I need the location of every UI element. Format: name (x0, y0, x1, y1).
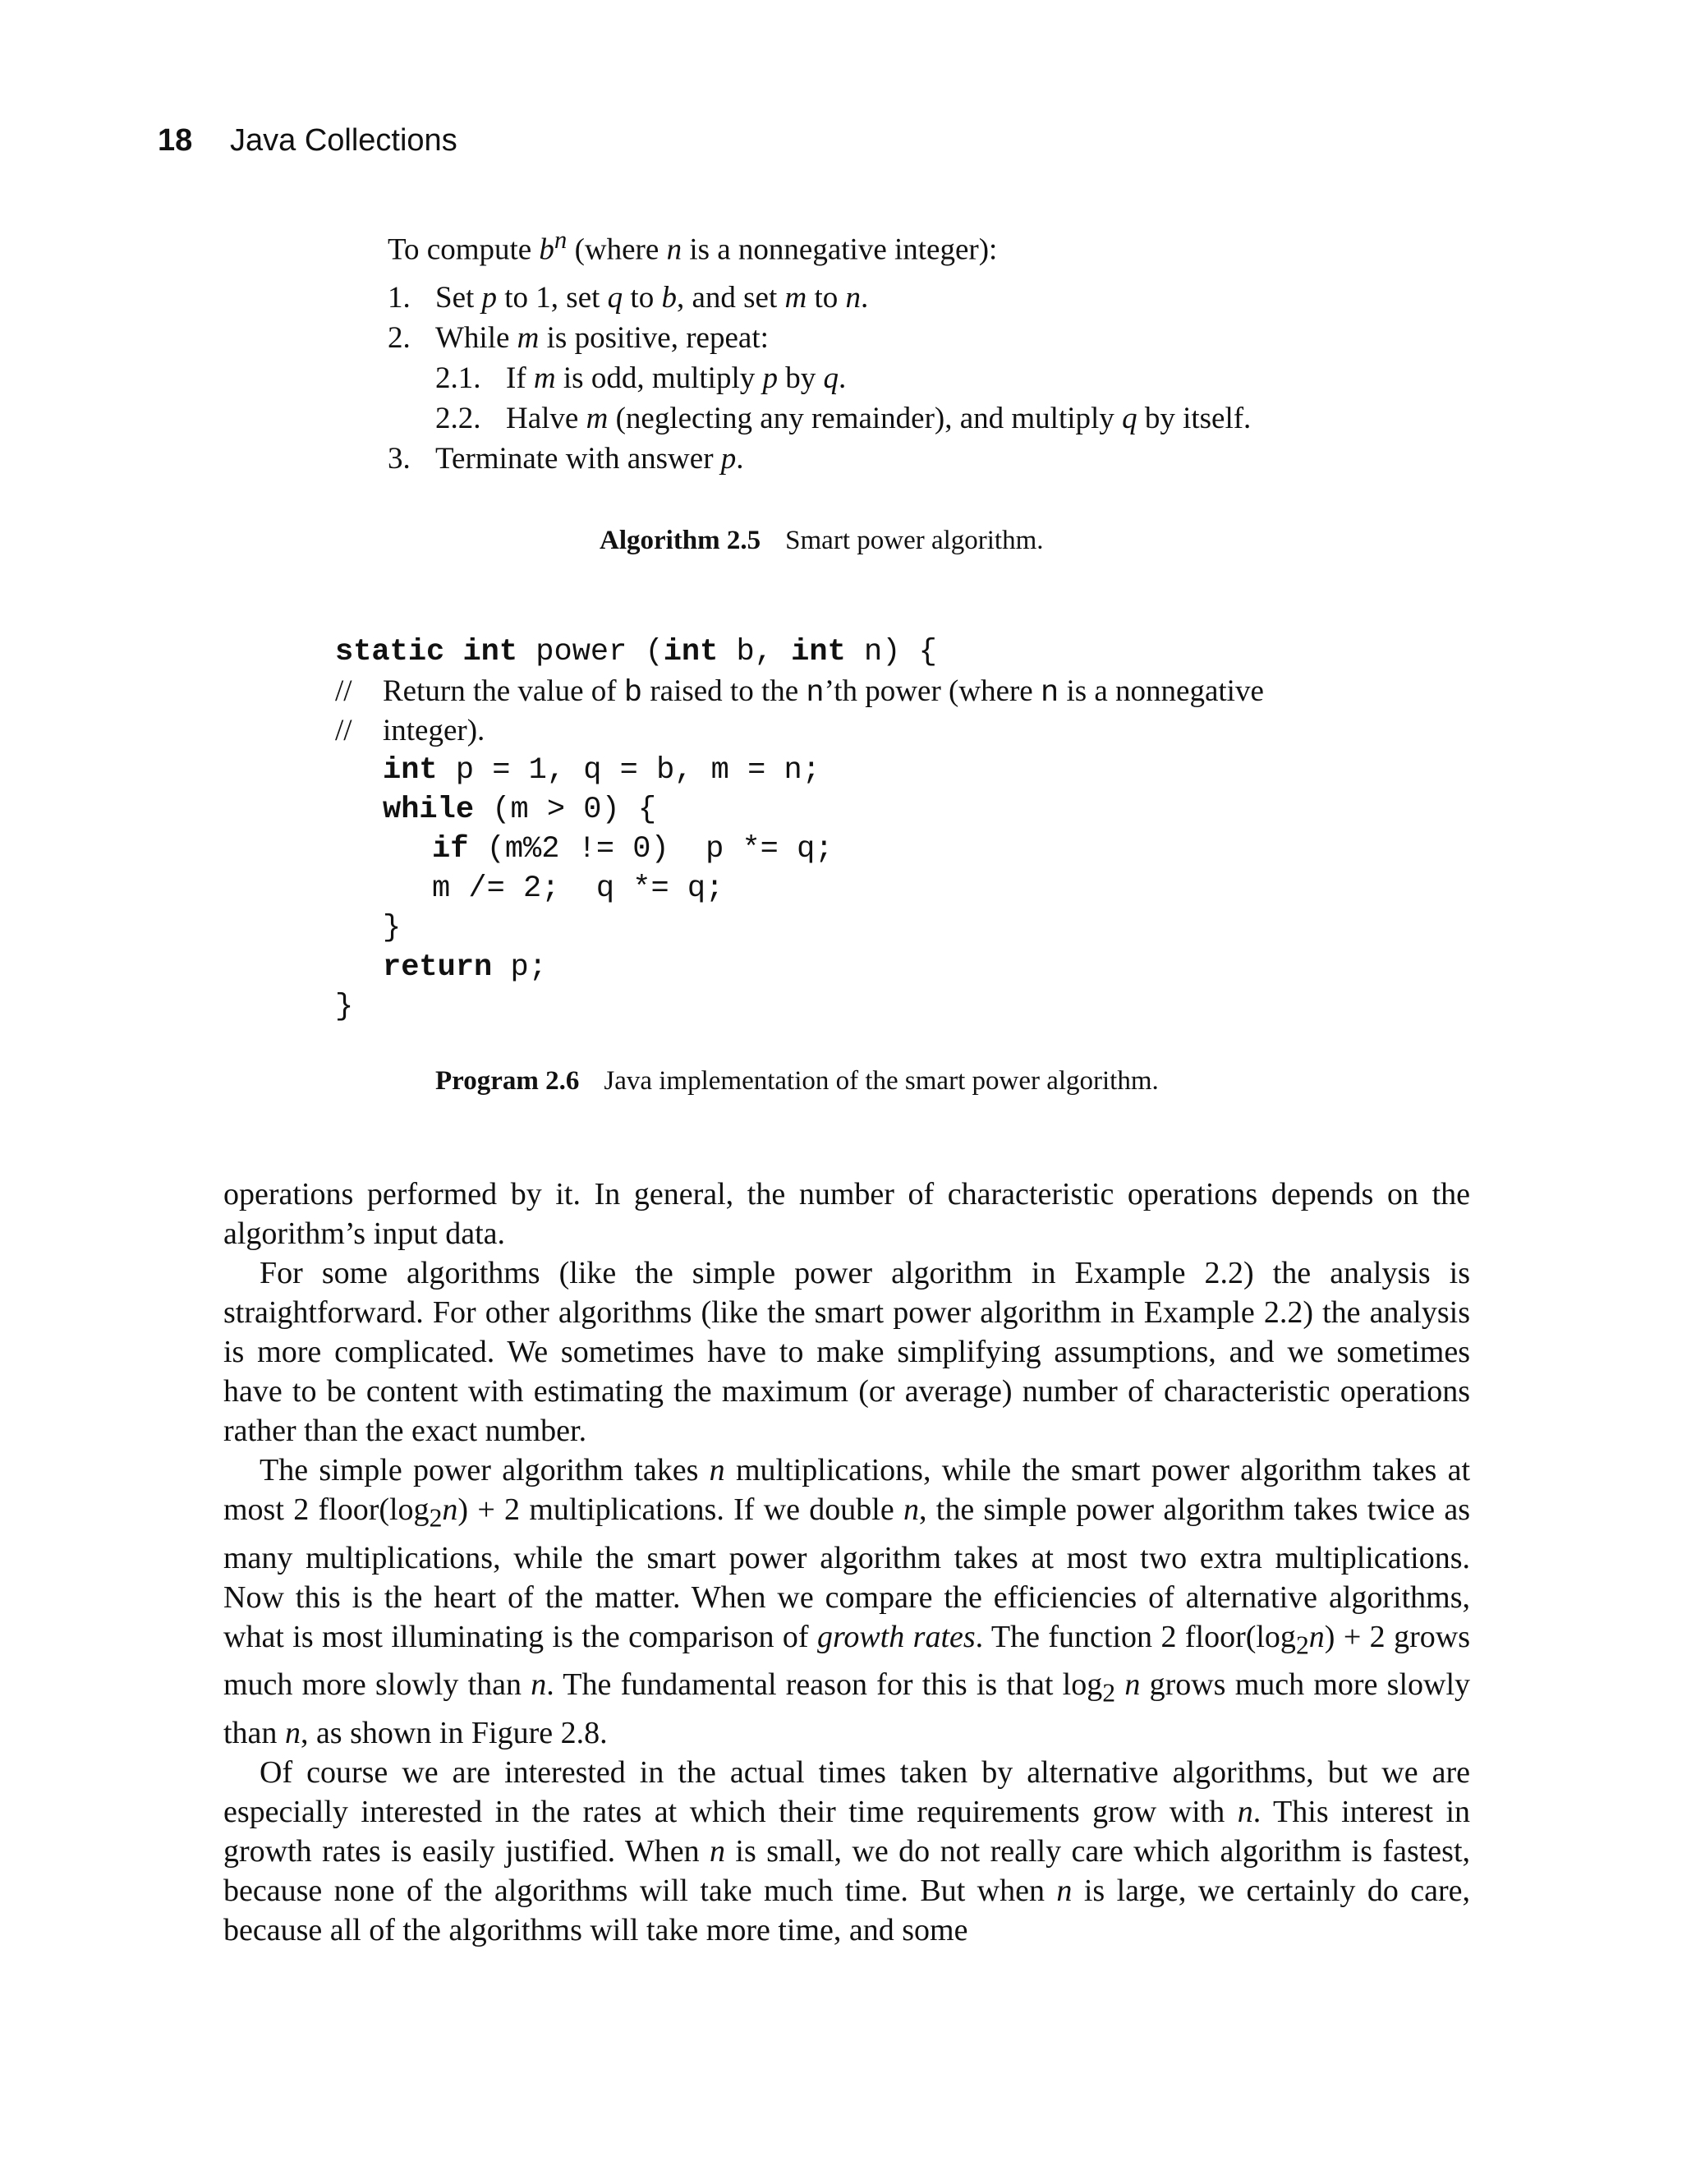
code-line: static int power (int b, int n) { (335, 635, 937, 669)
code-line: if (m%2 != 0) p *= q; (432, 832, 834, 867)
algorithm-substep: 2.2. Halve m (neglecting any remainder), and multiply q by itself. (435, 402, 1252, 436)
program-caption: Program 2.6 Java implementation of the smart power algorithm. (435, 1066, 1159, 1096)
paragraph: The simple power algorithm takes n multiplications, while the smart power algorithm takes at most 2 $floor(\log_2n) + 2$ multiplications. If we double n, the simple power algorithm takes twice as many multiplications, while the smart power algorithm takes at most two extra multiplications. Now this is the heart of the matter. When we compare the efficiencies of alternative algorithms, what is most illuminating is the comparison of growth rates. The function 2 $floor(\log_2n) + 2$ grows much more slowly than n. The fundamental reason for this is that $\log_2 n$ grows much more slowly than n, as shown in Figure 2.8. (223, 1453, 1471, 1750)
algorithm-step: 3. Terminate with answer p. (388, 442, 744, 476)
program-listing (335, 632, 1264, 1027)
paragraph: For some algorithms (like the simple power algorithm in Example 2.2) the analysis is straightforward. For other algorithms (like the smart power algorithm in Example 2.2) the analysis is more complicated. We sometimes have to make simplifying assumptions, and we sometimes have to be content with estimating the maximum (or average) number of characteristic operations rather than the exact number. (223, 1256, 1470, 1448)
algorithm-substep: 2.1. If m is odd, multiply p by q. (435, 361, 847, 396)
running-title: Java Collections (230, 123, 457, 158)
body-text (223, 1175, 1470, 1950)
code-comment: // integer). (335, 714, 485, 747)
code-line: m /= 2; q *= q; (432, 871, 724, 906)
code-line: while (m > 0) { (383, 793, 657, 827)
algorithm-caption: Algorithm 2.5 Smart power algorithm. (600, 526, 1044, 555)
paragraph: operations performed by it. In general, the number of characteristic operations depends on the algorithm’s input data. (223, 1177, 1470, 1251)
code-line: } (335, 990, 354, 1024)
code-line: } (383, 911, 402, 945)
paragraph: Of course we are interested in the actual times taken by alternative algorithms, but we are especially interested in the rates at which their time requirements grow with n. This interest in growth rates is easily justified. When n is small, we do not really care which algorithm is fastest, because none of the algorithms will take much time. But when n is large, we certainly do care, because all of the algorithms will take more time, and some (223, 1754, 1471, 1947)
algorithm-step: 1. Set p to 1, set q to b, and set m to n. (388, 281, 869, 315)
code-line: return p; (383, 950, 547, 985)
algorithm-step: 2. While m is positive, repeat: (388, 321, 769, 356)
code-line: int p = 1, q = b, m = n; (383, 753, 820, 788)
algorithm-box (388, 220, 1252, 479)
algorithm-intro: To compute $b^n$ (where n is a nonnegative integer): (388, 226, 998, 267)
page-number: 18 (158, 123, 193, 158)
code-comment: // Return the value of b raised to the n’th power (where n is a nonnegative (335, 674, 1264, 710)
